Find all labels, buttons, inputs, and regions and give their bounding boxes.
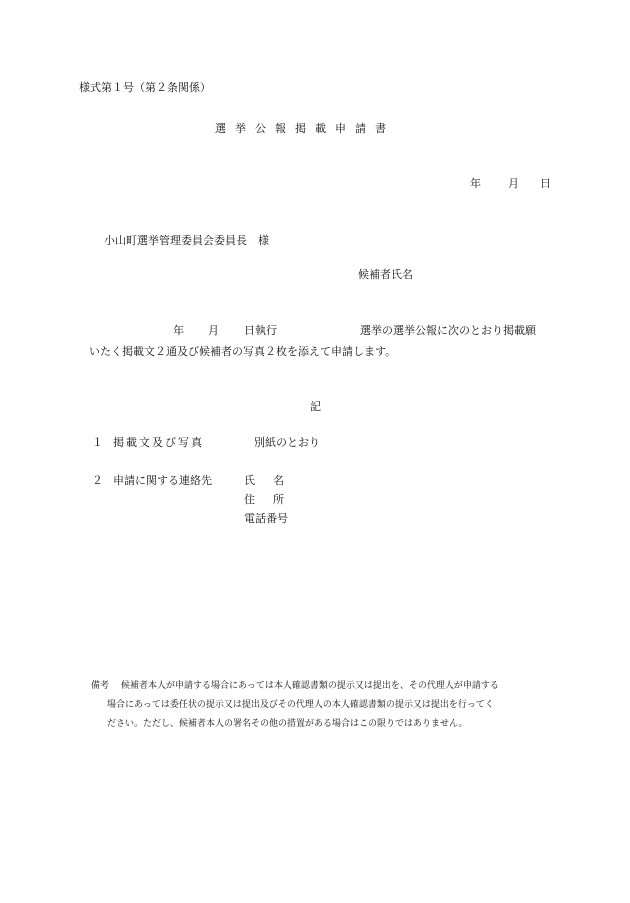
date-year: 年	[470, 177, 481, 190]
item-2-number: ２	[92, 474, 103, 487]
form-number: 様式第１号（第２条関係）	[79, 81, 211, 94]
body-line2: いたく掲載文２通及び候補者の写真２枚を添えて申請します。	[89, 345, 397, 358]
addressee: 小山町選挙管理委員会委員長 様	[104, 234, 269, 247]
body-month: 月	[208, 324, 219, 337]
remarks-label: 備考	[91, 681, 110, 691]
item-2-label: 申請に関する連絡先	[113, 474, 212, 487]
ki-heading: 記	[310, 400, 321, 413]
body-execution-day: 日執行	[244, 324, 277, 337]
date-month: 月	[508, 177, 519, 190]
body-year: 年	[173, 324, 184, 337]
item-1-value: 別紙のとおり	[254, 436, 320, 449]
body-line1-tail: 選挙の選挙公報に次のとおり掲載願	[360, 324, 536, 337]
page-title: 選挙公報掲載申請書	[215, 122, 395, 135]
candidate-name-label: 候補者氏名	[358, 268, 413, 281]
item-1-number: １	[92, 436, 103, 449]
remarks-line-3: ださい。ただし、候補者本人の署名その他の措置がある場合はこの限りではありません。	[107, 719, 468, 729]
contact-phone-label: 電話番号	[244, 512, 288, 525]
remarks-line-2: 場合にあっては委任状の提示又は提出及びその代理人の本人確認書類の提示又は提出を行ってく	[107, 700, 494, 710]
contact-name-label: 氏名	[244, 474, 302, 487]
item-1-label: 掲載文及び写真	[113, 436, 204, 449]
remarks-line-1: 候補者本人が申請する場合にあっては本人確認書類の提示又は提出を、その代理人が申請する	[121, 681, 499, 691]
date-day: 日	[540, 177, 551, 190]
contact-address-label: 住所	[244, 493, 302, 506]
